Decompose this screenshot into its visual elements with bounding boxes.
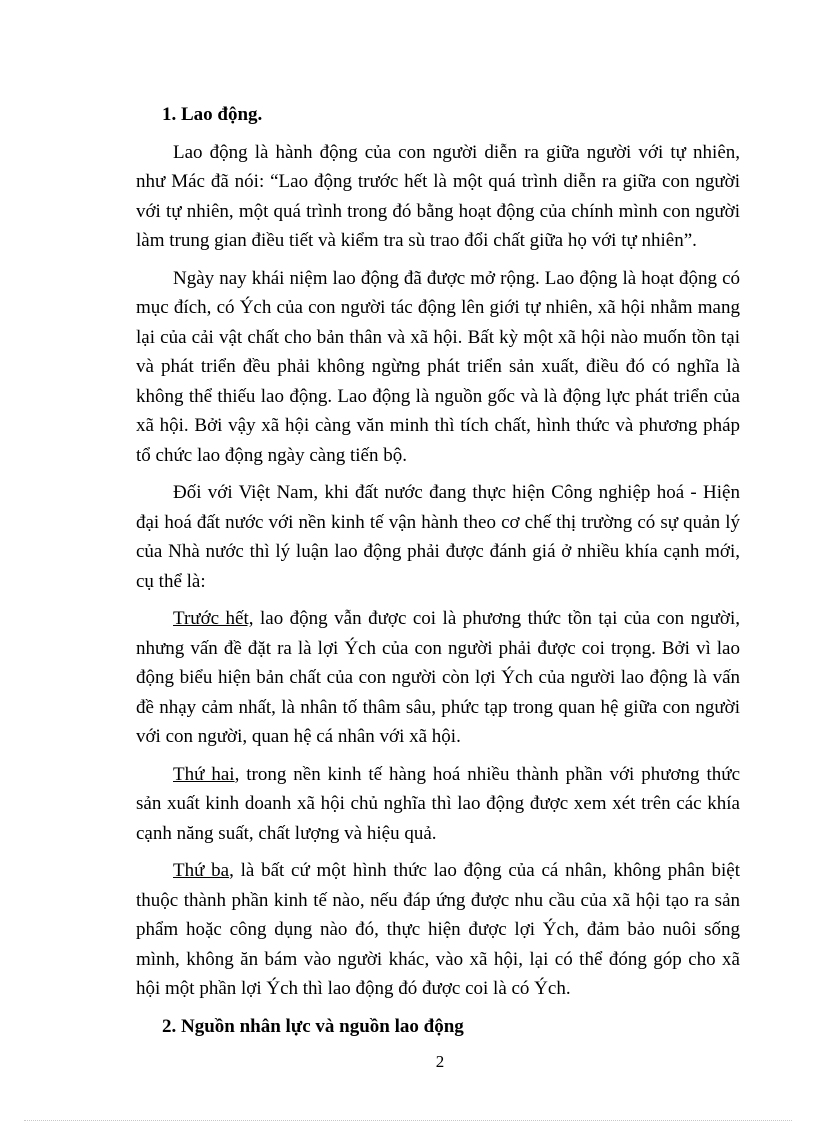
page-number: 2 bbox=[435, 1052, 445, 1071]
paragraph-2: Ngày nay khái niệm lao động đã được mở rộng. Lao động là hoạt động có mục đích, có Ých của con người tác động lên giới tự nhiên, xã hội nhằm mang lại của cải vật chất cho bản thân và xã hội. Bất kỳ một xã hội nào muốn tồn tại và phát triển đều phải không ngừng phát triển sản xuất, điều đó có nghĩa là không thể thiếu lao động. Lao động là nguồn gốc và là động lực phát triển của xã hội. Bởi vậy xã hội càng văn minh thì tích chất, hình thức và phương pháp tổ chức lao động ngày càng tiến bộ. bbox=[136, 267, 740, 466]
document-body bbox=[136, 100, 740, 1049]
paragraph-5 bbox=[136, 760, 740, 849]
paragraph-4-text: lao động vẫn được coi là phương thức tồn tại của con người, nhưng vấn đề đặt ra là lợi Ých của con người phải được coi trọng. Bởi vì lao động biểu hiện bản chất của con người còn lợi Ých của người lao động là vấn đề nhạy cảm nhất, là nhân tố thâm sâu, phức tạp trong quan hệ giữa con người với con người, quan hệ cá nhân với xã hội. bbox=[136, 608, 740, 747]
paragraph-5-lead: Thứ hai bbox=[173, 763, 235, 785]
paragraph-6-text: , là bất cứ một hình thức lao động của cá nhân, không phân biệt thuộc thành phần kinh tế nào, nếu đáp ứng được nhu cầu của xã hội tạo ra sản phẩm hoặc công dụng nào đó, thực hiện được lợi Ých, đảm bảo nuôi sống mình, không ăn bám vào người khác, vào xã hội, lại có thể đóng góp cho xã hội một phần lợi Ých thì lao động đó được coi là có Ých. bbox=[136, 860, 740, 999]
section-heading-1: 1. Lao động. bbox=[162, 104, 263, 125]
section-heading-2: 2. Nguồn nhân lực và nguồn lao động bbox=[162, 1015, 464, 1037]
page-bottom-divider bbox=[24, 1120, 792, 1121]
paragraph-4 bbox=[136, 604, 740, 752]
paragraph-5-text: , trong nền kinh tế hàng hoá nhiều thành phần với phương thức sản xuất kinh doanh xã hội chủ nghĩa thì lao động được xem xét trên các khía cạnh năng suất, chất lượng và hiệu quả. bbox=[136, 763, 740, 844]
paragraph-4-lead: Trước hết, bbox=[173, 608, 254, 629]
paragraph-1: Lao động là hành động của con người diễn ra giữa người với tự nhiên, như Mác đã nói: “Lao động trước hết là một quá trình diễn ra giữa con người với tự nhiên, một quá trình trong đó bằng hoạt động của chính mình con người làm trung gian điều tiết và kiểm tra sù trao đổi chất giữa họ với tự nhiên”. bbox=[136, 141, 740, 251]
paragraph-6-lead: Thứ ba bbox=[173, 860, 230, 881]
paragraph-3: Đối với Việt Nam, khi đất nước đang thực hiện Công nghiệp hoá - Hiện đại hoá đất nước với nền kinh tế vận hành theo cơ chế thị trường có sự quản lý của Nhà nước thì lý luận lao động phải được đánh giá ở nhiều khía cạnh mới, cụ thể là: bbox=[136, 482, 740, 592]
paragraph-6 bbox=[136, 856, 740, 1004]
